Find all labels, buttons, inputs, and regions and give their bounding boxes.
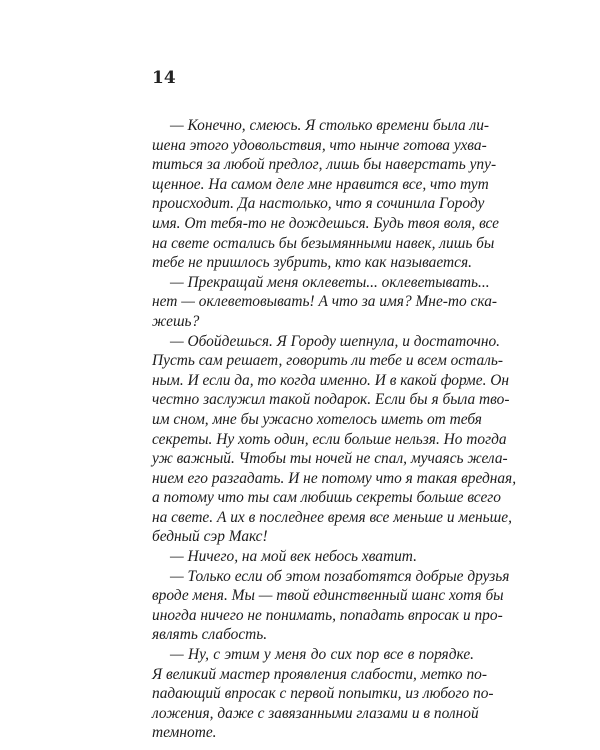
text-line: — Ничего, на мой век небось хватит. [170, 548, 417, 566]
text-line: имя. От тебя-то не дождешься. Будь твоя воля, все [152, 214, 500, 232]
text-line: жешь? [152, 312, 200, 330]
text-line: — Ну, с этим у меня до сих пор все в порядке. [170, 646, 474, 664]
text-line: на свете остались бы безымянными навек, лишь бы [152, 234, 495, 252]
text-line: иногда ничего не понимать, попадать впросак и про- [152, 606, 503, 624]
text-line: темноте. [152, 724, 217, 742]
text-line: ложения, даже с завязанными глазами и в полной [152, 704, 479, 722]
text-line: нет — оклеветовывать! А что за имя? Мне-то ска- [152, 293, 498, 311]
text-line: — Прекращай меня оклеветы... оклеветывать... [170, 273, 490, 291]
text-line: бедный сэр Макс! [152, 528, 268, 546]
text-line: нием его разгадать. И не потому что я такая вредная, [152, 469, 517, 487]
text-line: — Конечно, смеюсь. Я столько времени была ли- [170, 117, 490, 134]
text-line: — Обойдешься. Я Городу шепнула, и достаточно. [170, 332, 501, 350]
text-line: Пусть сам решает, говорить ли тебе и всем осталь- [152, 352, 503, 370]
text-line: им сном, мне бы ужасно хотелось иметь от тебя [152, 410, 482, 428]
text-line: происходит. Да настолько, что я сочинила Городу [152, 195, 485, 213]
text-line: а потому что ты сам любишь секреты больше всего [152, 489, 501, 507]
text-line: ным. И если да, то когда именно. И в какой форме. Он [152, 371, 510, 389]
text-line: падающий впросак с первой попытки, из любого по- [152, 685, 494, 703]
text-line: — Только если об этом позаботятся добрые друзья [170, 567, 510, 585]
text-line: щенное. На самом деле мне нравится все, что тут [152, 175, 489, 193]
text-line: вроде меня. Мы — твой единственный шанс хотя бы [152, 587, 504, 605]
page-number: 14 [152, 68, 176, 88]
text-line: уж важный. Чтобы ты ночей не спал, мучаясь жела- [152, 450, 508, 468]
text-line: являть слабость. [152, 626, 268, 644]
text-line: на свете. А их в последнее время все меньше и меньше, [152, 508, 512, 526]
text-line: Я великий мастер проявления слабости, метко по- [152, 665, 487, 683]
text-line: тебе не пришлось зубрить, кто как называется. [152, 254, 472, 272]
text-line: секреты. Ну хоть один, если больше нельзя. Но тогда [152, 430, 507, 448]
body-text [152, 116, 517, 743]
text-line: шена этого удовольствия, что нынче готова ухва- [152, 136, 487, 154]
text-line: честно заслужил такой подарок. Если бы я была тво- [152, 391, 510, 409]
text-line: титься за любой предлог, лишь бы наверстать упу- [152, 156, 497, 174]
